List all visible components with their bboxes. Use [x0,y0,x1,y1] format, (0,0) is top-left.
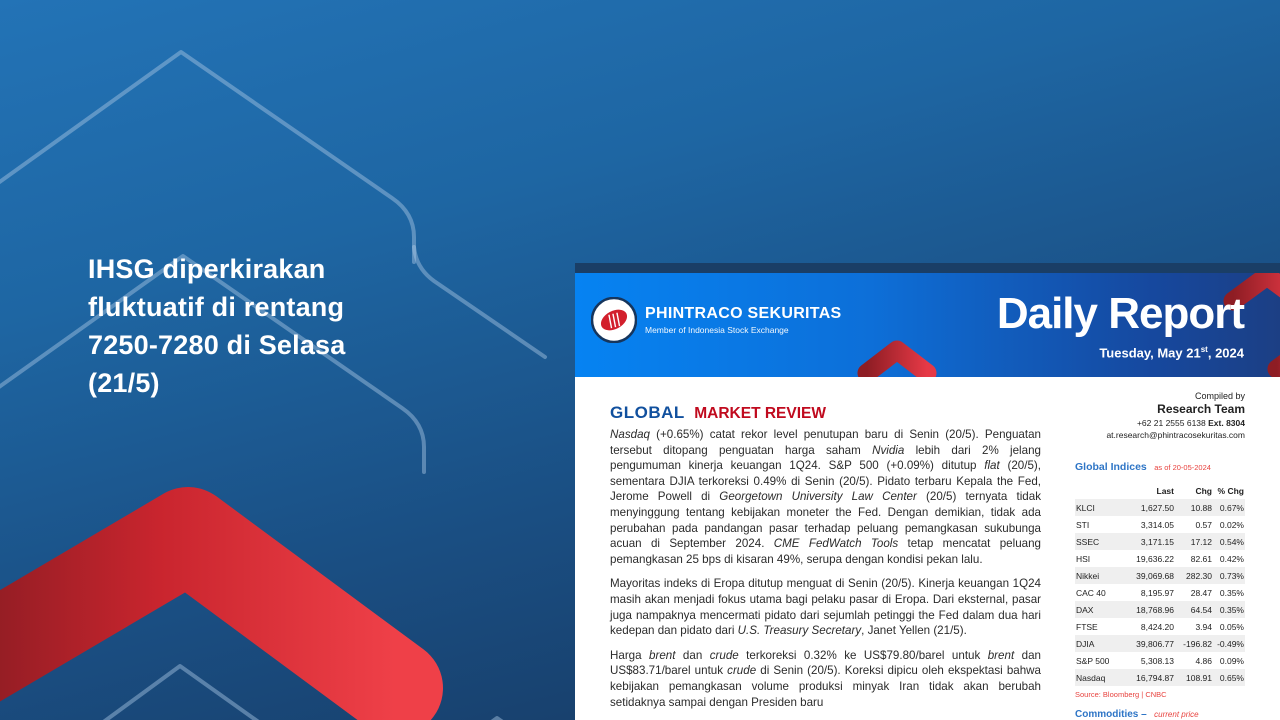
index-cell: 19,636.22 [1136,553,1174,564]
index-cell: 0.67% [1219,502,1244,513]
index-cell: FTSE [1076,621,1098,632]
index-cell: 1,627.50 [1140,502,1174,513]
global-indices-asof: as of 20-05-2024 [1154,463,1211,472]
research-team-label: Research Team [1157,402,1245,416]
index-cell: 0.54% [1219,536,1244,547]
index-cell: DJIA [1076,638,1095,649]
index-cell: 108.91 [1186,672,1212,683]
index-cell: Nasdaq [1076,672,1106,683]
review-paragraph: Harga brent dan crude terkoreksi 0.32% ke US$79.80/barel untuk brent dan US$83.71/barel untuk crude di Senin (20/5). Koreksi dipicu oleh ekspektasi bahwa kebijakan pemangkasan volume produksi minyak Iran tidak akan berubah setidaknya sampai dengan Presiden baru [610,648,1041,709]
index-cell: 82.61 [1190,553,1212,564]
review-paragraph: Mayoritas indeks di Eropa ditutup menguat di Senin (20/5). Kinerja keuangan 1Q24 masih akan menjadi fokus utama bagi pelaku pasar di Eropa. Dari eksternal, pasar juga nampaknya mencermati pidato dari sejumlah petinggi the Fed dalam dua hari kedepan dan pidato dari U.S. Treasury Secretary, Janet Yellen (21/5). [610,577,1041,638]
index-cell: 10.88 [1190,502,1212,513]
contact-phone [1106,418,1245,428]
index-cell: 3,171.15 [1140,536,1174,547]
section-heading-market-review: MARKET REVIEW [694,405,826,422]
section-heading [610,403,826,423]
index-cell: 0.57 [1195,519,1212,530]
headline-line: fluktuatif di rentang [88,292,345,322]
phone-extension: Ext. 8304 [1208,418,1245,428]
indices-rows [1075,499,1245,686]
global-indices-title: Global Indices [1075,461,1147,473]
index-cell: S&P 500 [1076,655,1110,666]
index-cell: 0.09% [1219,655,1244,666]
index-row [1075,601,1245,618]
index-row [1075,635,1245,652]
commodities-heading [1075,704,1199,720]
index-row [1075,652,1245,669]
commodities-title: Commodities – [1075,709,1147,720]
index-cell: DAX [1076,604,1094,615]
index-cell: 0.02% [1219,519,1244,530]
index-cell: 39,806.77 [1136,638,1174,649]
index-row [1075,584,1245,601]
company-tagline: Member of Indonesia Stock Exchange [645,325,789,335]
index-row [1075,550,1245,567]
report-date-tail: , 2024 [1207,345,1244,361]
index-cell: 28.47 [1190,587,1212,598]
index-cell: 0.05% [1219,621,1244,632]
compiled-by-block [1106,391,1245,440]
global-indices-block [1075,457,1245,699]
indices-header-row [1075,483,1245,499]
index-cell: -196.82 [1183,638,1212,649]
index-cell: 0.35% [1219,587,1244,598]
index-cell: 0.65% [1219,672,1244,683]
index-row [1075,533,1245,550]
index-row [1075,618,1245,635]
index-cell: -0.49% [1217,638,1244,649]
slide-headline [88,250,468,402]
index-cell: 39,069.68 [1136,570,1174,581]
index-cell: 8,195.97 [1140,587,1174,598]
index-cell: CAC 40 [1076,587,1106,598]
index-row [1075,516,1245,533]
index-cell: 18,768.96 [1136,604,1174,615]
index-cell: HSI [1076,553,1091,564]
index-row [1075,567,1245,584]
headline-line: (21/5) [88,368,160,398]
index-cell: 0.73% [1219,570,1244,581]
header-chevron-icon [867,350,927,373]
index-cell: Nikkei [1076,570,1100,581]
index-cell: 4.86 [1195,655,1212,666]
index-cell: STI [1076,519,1090,530]
index-cell: 5,308.13 [1140,655,1174,666]
column-header-chg: Chg [1195,486,1212,496]
index-cell: 64.54 [1190,604,1212,615]
indices-source: Source: Bloomberg | CNBC [1075,690,1167,699]
index-cell: 3,314.05 [1140,519,1174,530]
index-row [1075,499,1245,516]
report-date-ordinal: st [1200,345,1208,354]
report-title: Daily Report [996,289,1244,338]
report-header [575,273,1280,377]
column-header-pctchg: % Chg [1217,486,1244,496]
index-cell: 17.12 [1190,536,1212,547]
daily-report-page [575,263,1280,720]
global-indices-heading [1075,457,1245,475]
index-cell: 0.35% [1219,604,1244,615]
index-cell: 16,794.87 [1136,672,1174,683]
index-row [1075,669,1245,686]
compiled-by-label: Compiled by [1194,391,1245,401]
market-review-text [610,427,1041,719]
column-header-last: Last [1156,486,1174,496]
headline-line: IHSG diperkirakan [88,254,326,284]
global-indices-table [1075,483,1245,686]
index-cell: 3.94 [1195,621,1212,632]
index-cell: 0.42% [1219,553,1244,564]
phintraco-logo-icon [591,297,637,343]
report-date-main: Tuesday, May 21 [1099,345,1201,361]
phone-number: +62 21 2555 6138 [1136,418,1206,428]
report-date [1099,345,1244,360]
header-top-strip [575,263,1280,273]
commodities-subtitle: current price [1154,710,1199,719]
index-cell: SSEC [1076,536,1100,547]
section-heading-global: GLOBAL [610,403,685,422]
company-name: PHINTRACO SEKURITAS [645,305,842,322]
contact-email: at.research@phintracosekuritas.com [1106,430,1245,440]
index-cell: KLCI [1076,502,1095,513]
brand-block [645,305,842,335]
review-paragraph: Nasdaq (+0.65%) catat rekor level penutupan baru di Senin (20/5). Penguatan tersebut ditopang penguatan harga saham Nvidia lebih dari 2% jelang pengumuman kinerja keuangan 1Q24. S&P 500 (+0.09%) ditutup flat (20/5), sementara DJIA terkoreksi 0.49% di Senin (20/5). Pidato terbaru Kepala the Fed, Jerome Powell di Georgetown University Law Center (20/5) ternyata tidak menyinggung tentang kebijakan moneter the Fed. Dengan demikian, tidak ada perubahan pada pandangan pasar terhadap peluang pemangkasan sukubunga acuan di September 2024. CME FedWatch Tools tetap mencatat peluang pemangkasan 25 bps di kisaran 49%, serupa dengan kondisi pekan lalu. [610,428,1041,566]
headline-line: 7250-7280 di Selasa [88,330,346,360]
big-red-chevron [0,535,395,690]
index-cell: 282.30 [1186,570,1212,581]
index-cell: 8,424.20 [1140,621,1174,632]
